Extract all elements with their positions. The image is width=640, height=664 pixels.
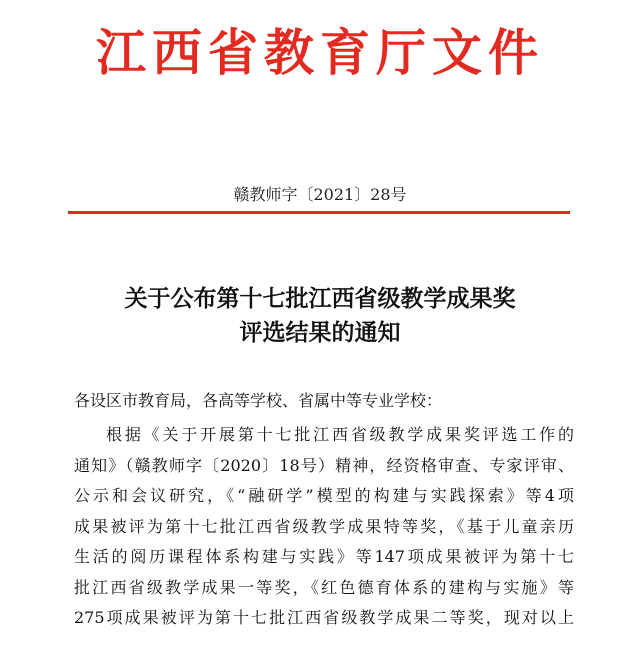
masthead-title: 江西省教育厅文件 — [96, 23, 544, 82]
document-number: 赣教师字〔2021〕28号 — [233, 185, 407, 204]
body-line: 批江西省级教学成果一等奖，《红色德育体系的建构与实施》等 — [74, 577, 574, 597]
body-line: 成果被评为第十七批江西省级教学成果特等奖，《基于儿童亲历 — [74, 516, 574, 536]
body-line: 通知》（赣教师字〔2020〕18号）精神，经资格审查、专家评审、 — [74, 455, 574, 475]
notice-title-line-1: 关于公布第十七批江西省级教学成果奖 — [124, 285, 516, 312]
red-divider-line — [68, 211, 570, 214]
notice-title — [0, 282, 640, 350]
body-line: 生活的阅历课程体系构建与实践》等147项成果被评为第十七 — [74, 547, 574, 566]
body-paragraph — [74, 420, 574, 634]
salutation: 各设区市教育局，各高等学校、省属中等专业学校： — [74, 391, 443, 410]
body-line: 275项成果被评为第十七批江西省级教学成果二等奖，现对以上 — [74, 608, 574, 627]
body-line: 根据《关于开展第十七批江西省级教学成果奖评选工作的 — [106, 425, 574, 444]
body-line: 公示和会议研究，《“融研学”模型的构建与实践探索》等4项 — [74, 486, 574, 505]
notice-title-line-2: 评选结果的通知 — [239, 319, 401, 346]
